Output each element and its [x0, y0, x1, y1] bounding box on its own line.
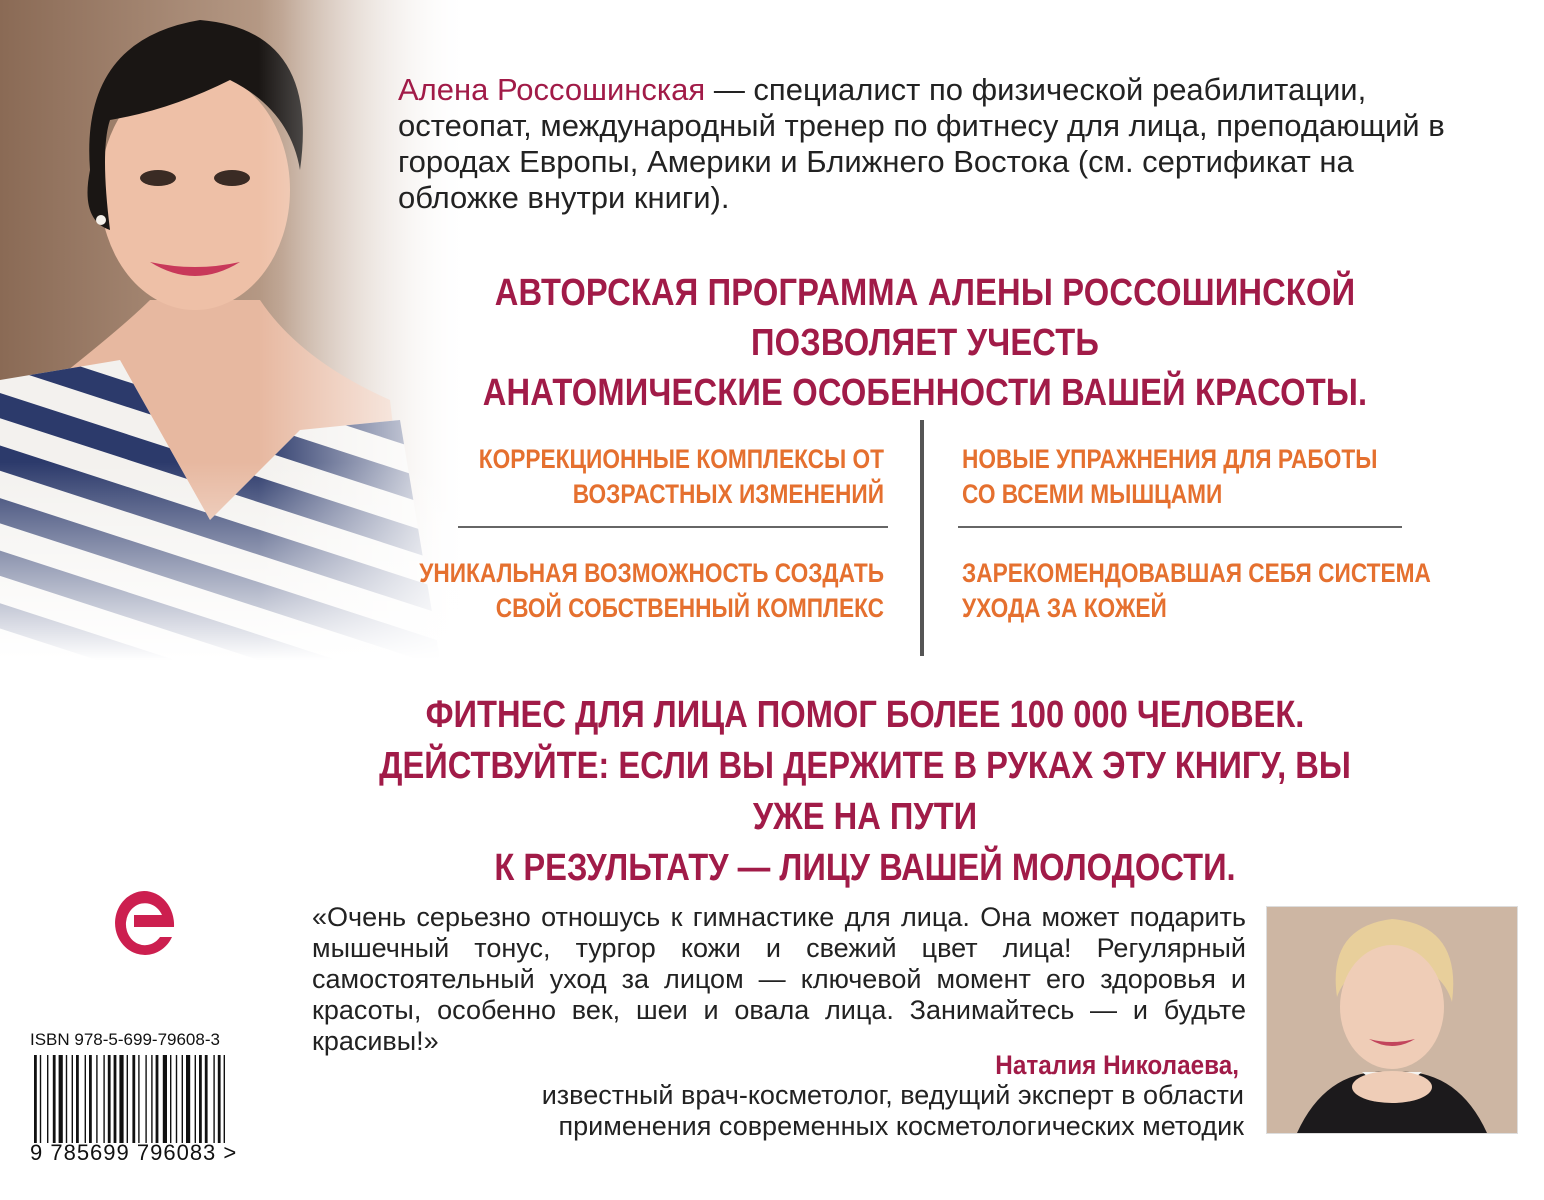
- barcode-bar: [176, 1055, 177, 1143]
- barcode-bar: [53, 1055, 56, 1143]
- feature-line: НОВЫЕ УПРАЖНЕНИЯ ДЛЯ РАБОТЫ: [962, 444, 1378, 474]
- barcode-bar: [182, 1055, 183, 1143]
- cta-line-3: К РЕЗУЛЬТАТУ — ЛИЦУ ВАШЕЙ МОЛОДОСТИ.: [494, 847, 1236, 889]
- horizontal-divider-right: [958, 526, 1402, 528]
- barcode-bar: [72, 1055, 73, 1143]
- barcode-bar: [205, 1055, 208, 1143]
- barcode-bar: [66, 1055, 67, 1143]
- barcode-bar: [195, 1055, 196, 1143]
- barcode-bar: [76, 1055, 79, 1143]
- barcode-bar: [108, 1055, 111, 1143]
- barcode-bar: [127, 1055, 128, 1143]
- barcode-bar: [170, 1055, 171, 1143]
- barcode-bar: [34, 1055, 37, 1143]
- cta-line-2: ДЕЙСТВУЙТЕ: ЕСЛИ ВЫ ДЕРЖИТЕ В РУКАХ ЭТУ КНИГУ, ВЫ УЖЕ НА ПУТИ: [379, 745, 1351, 838]
- barcode-bar: [40, 1055, 41, 1143]
- barcode-bar: [163, 1055, 167, 1143]
- barcode-bar: [156, 1055, 159, 1143]
- cta-line-1: ФИТНЕС ДЛЯ ЛИЦА ПОМОГ БОЛЕЕ 100 000 ЧЕЛОВЕК.: [425, 694, 1305, 736]
- barcode-bar: [85, 1055, 86, 1143]
- barcode-bar: [186, 1055, 190, 1143]
- publisher-logo-icon: [110, 885, 178, 965]
- feature-item: [414, 556, 884, 626]
- barcode-bar: [89, 1055, 92, 1143]
- role-line-1: известный врач-косметолог, ведущий эксперт в области: [541, 1080, 1244, 1110]
- call-to-action: [379, 690, 1351, 894]
- role-line-2: применения современных косметологических методик: [558, 1111, 1244, 1141]
- barcode-bar: [218, 1055, 221, 1143]
- barcode-bar: [47, 1055, 48, 1143]
- barcode-bar: [151, 1055, 152, 1143]
- feature-line: СО ВСЕМИ МЫШЦАМИ: [962, 479, 1223, 509]
- barcode-bar: [114, 1055, 117, 1143]
- feature-line: ЗАРЕКОМЕНДОВАВШАЯ СЕБЯ СИСТЕМА: [962, 558, 1431, 588]
- headline-line-1: АВТОРСКАЯ ПРОГРАММА АЛЕНЫ РОССОШИНСКОЙ ПОЗВОЛЯЕТ УЧЕСТЬ: [494, 272, 1356, 364]
- barcode-digits: 9 785699 796083 >: [30, 1140, 238, 1165]
- feature-line: УНИКАЛЬНАЯ ВОЗМОЖНОСТЬ СОЗДАТЬ: [419, 558, 884, 588]
- feature-line: УХОДА ЗА КОЖЕЙ: [962, 593, 1167, 623]
- horizontal-divider-left: [458, 526, 888, 528]
- features-grid: [400, 420, 1480, 660]
- barcode-bar: [145, 1055, 146, 1143]
- feature-item: [962, 556, 1432, 626]
- barcode-bar: [199, 1055, 202, 1143]
- barcode-bar: [103, 1055, 104, 1143]
- headline-line-2: АНАТОМИЧЕСКИЕ ОСОБЕННОСТИ ВАШЕЙ КРАСОТЫ.: [482, 372, 1368, 414]
- expert-quote: «Очень серьезно отношусь к гимнастике для лица. Она может подарить мышечный тонус, тургор кожи и свежий цвет лица! Регулярный самостоятельный уход за лицом — ключевой момент его здоровья и красоты, особенно век, шеи и овала лица. Занимайтесь — и будьте красивы!»: [312, 902, 1246, 1056]
- barcode-bar: [213, 1055, 214, 1143]
- program-headline: [439, 268, 1411, 418]
- quote-author: Наталия Николаева,: [995, 1050, 1239, 1080]
- barcode-bar: [224, 1055, 225, 1143]
- barcode-bar: [59, 1055, 63, 1143]
- feature-item: [414, 442, 884, 512]
- author-intro-text: — специалист по физической реабилитации, остеопат, международный тренер по фитнесу для лица, преподающий в городах Европы, Америки и Ближнего Востока (см. сертификат на обложке внутри книги).: [398, 72, 1445, 215]
- feature-item: [962, 442, 1432, 512]
- feature-line: КОРРЕКЦИОННЫЕ КОМПЛЕКСЫ ОТ: [478, 444, 884, 474]
- barcode-bar: [119, 1055, 123, 1143]
- vertical-divider: [920, 420, 924, 656]
- feature-line: СВОЙ СОБСТВЕННЫЙ КОМПЛЕКС: [495, 593, 884, 623]
- barcode-bar: [96, 1055, 97, 1143]
- barcode-bar: [138, 1055, 139, 1143]
- expert-photo: [1266, 906, 1518, 1134]
- author-name: Алена Россошинская: [398, 72, 706, 107]
- author-intro: [398, 72, 1478, 216]
- feature-line: ВОЗРАСТНЫХ ИЗМЕНЕНИЙ: [572, 479, 884, 509]
- barcode: [30, 1055, 240, 1143]
- isbn-label: ISBN 978-5-699-79608-3: [30, 1030, 220, 1049]
- quote-author-role: [344, 1080, 1244, 1142]
- barcode-bar: [132, 1055, 135, 1143]
